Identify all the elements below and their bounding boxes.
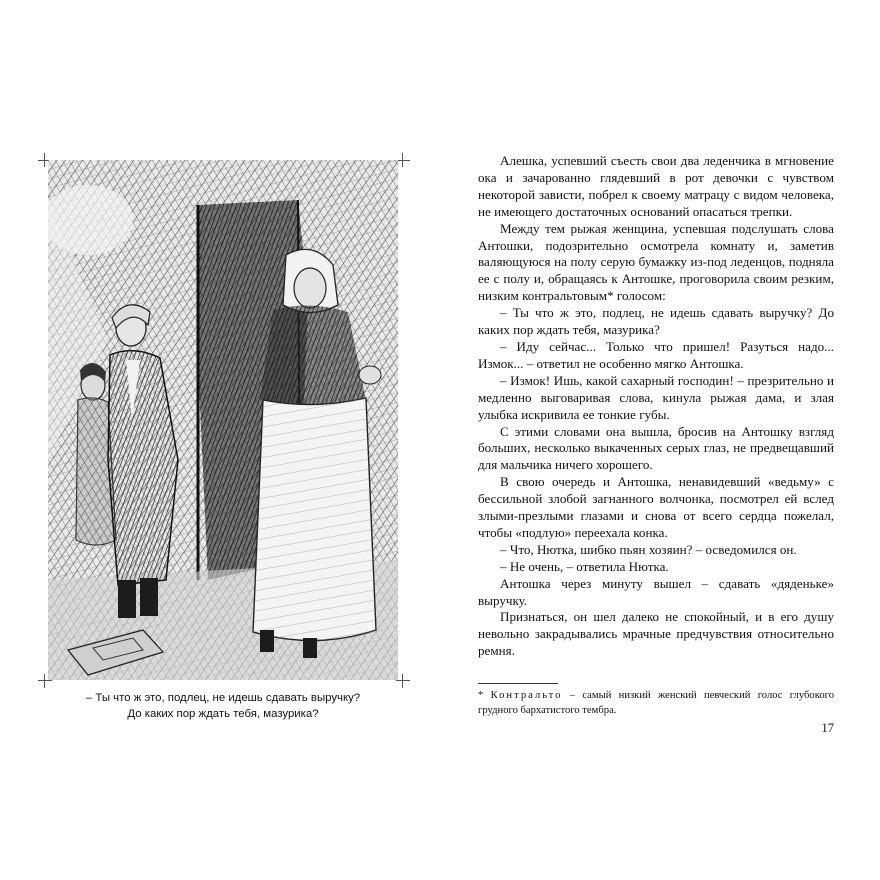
paragraph: В свою очередь и Антошка, ненавидевший «ведьму» с бессильной злобой загнанного волчонка, посмотрел ей вслед злыми-презлыми глазами и снова от всего сердца пожелал, чтобы «подлую» переехала конка.: [478, 474, 834, 540]
footnote-text: – самый низкий женский певческий голос глубокого грудного бархатистого тембра.: [478, 690, 835, 716]
paragraph: – Не очень, – ответила Нютка.: [500, 558, 669, 574]
paragraph: – Измок! Ишь, какой сахарный господин! – презрительно и медленно выговаривая слова, кинула рыжая дама, и злая улыбка искривила ее тонкие губы.: [478, 372, 834, 422]
paragraph: – Иду сейчас... Только что пришел! Разуться надо... Измок... – ответил не особенно мягко Антошка.: [478, 338, 834, 371]
paragraph: Антошка через минуту вышел – сдавать «дяденьке» выручку.: [478, 575, 834, 608]
paragraph: Между тем рыжая женщина, успевшая подслушать слова Антошки, подозрительно осмотрела комнату и, заметив валяющуюся на полу серую бумажку из-под леденцов, подняла ее с полу и, обращаясь к Антошке, проговорила своим резким, низким контральтовым* голосом:: [478, 220, 834, 304]
footnote-marker: *: [478, 690, 484, 701]
page-number: 17: [821, 721, 834, 735]
crop-mark: [396, 160, 410, 161]
footnote: [478, 689, 834, 718]
illustration: [48, 160, 398, 680]
caption-line: До каких пор ждать тебя, мазурика?: [127, 708, 319, 720]
illustration-caption: [58, 690, 388, 722]
paragraph: Алешка, успевший съесть свои два леденчика в мгновение ока и зачарованно глядевший в рот девочки с чувством некоторой зависти, побрел к своему матрацу с видом человека, не имеющего достаточных оснований опасаться трепки.: [478, 153, 834, 219]
caption-line: – Ты что ж это, подлец, не идешь сдавать выручку?: [85, 692, 361, 704]
paragraph: С этими словами она вышла, бросив на Антошку взгляд больших, несколько выкаченных серых глаз, не предвещавший для мальчика ничего хорошего.: [478, 423, 834, 473]
crop-mark: [402, 674, 403, 688]
paragraph: – Ты что ж это, подлец, не идешь сдавать выручку? До каких пор ждать тебя, мазурика?: [478, 305, 834, 338]
footnote-term: Контральто: [490, 690, 563, 701]
body-text: [478, 153, 834, 660]
sketch-illustration: [48, 160, 398, 680]
crop-mark: [396, 680, 410, 681]
paragraph: Признаться, он шел далеко не спокойный, и в его душу невольно закрадывались мрачные предчувствия относительно ремня.: [478, 609, 834, 659]
crop-mark: [44, 674, 45, 688]
footnote-rule: [478, 683, 558, 684]
paragraph: – Что, Нютка, шибко пьян хозяин? – осведомился он.: [500, 541, 797, 557]
crop-mark: [38, 680, 52, 681]
